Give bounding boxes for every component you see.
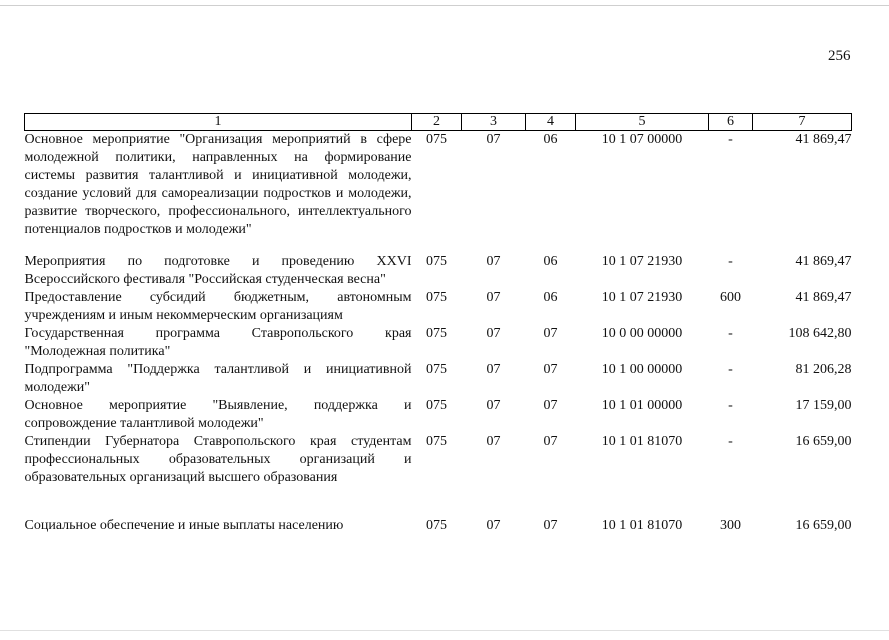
section-code: 07 (486, 132, 501, 147)
ministry-code: 075 (426, 326, 447, 341)
table-row (25, 325, 852, 361)
expense-type-code: - (728, 398, 733, 413)
item-name: Социальное обеспечение и иные выплаты населению (24, 518, 344, 533)
ministry-code: 075 (426, 132, 447, 147)
budget-table (24, 113, 852, 535)
target-article-code: 10 1 07 00000 (601, 132, 683, 147)
amount: 108 642,80 (788, 326, 852, 341)
column-header: 5 (576, 114, 709, 131)
target-article-code: 10 1 01 81070 (601, 518, 683, 533)
subsection-code: 07 (543, 518, 558, 533)
subsection-code: 06 (543, 290, 558, 305)
table-row (25, 397, 852, 433)
expense-type-code: - (728, 254, 733, 269)
amount: 81 206,28 (795, 362, 852, 377)
section-code: 07 (486, 398, 501, 413)
table-row (25, 253, 852, 289)
table-row (25, 361, 852, 397)
table-row (25, 131, 852, 254)
amount: 41 869,47 (795, 254, 852, 269)
subsection-code: 06 (543, 254, 558, 269)
expense-type-code: - (728, 362, 733, 377)
section-code: 07 (486, 434, 501, 449)
item-name: Основное мероприятие "Организация мероприятий в сфере молодежной политики, направленных на формирование системы развития талантливой и инициативной молодежи, создание условий для самореализации подростков и молодежи, развитие творческого, профессионального, интеллектуального потенциалов подростков и молодежи" (24, 132, 412, 237)
ministry-code: 075 (426, 254, 447, 269)
item-name: Подпрограмма "Поддержка талантливой и инициативной молодежи" (24, 362, 412, 395)
ministry-code: 075 (426, 434, 447, 449)
column-header: 2 (412, 114, 462, 131)
expense-type-code: - (728, 434, 733, 449)
amount: 41 869,47 (795, 132, 852, 147)
section-code: 07 (486, 326, 501, 341)
ministry-code: 075 (426, 398, 447, 413)
target-article-code: 10 1 07 21930 (601, 254, 683, 269)
scan-bottom-edge (0, 630, 889, 631)
expense-type-code: - (728, 326, 733, 341)
item-name: Предоставление субсидий бюджетным, автономным учреждениям и иным некоммерческим организациям (24, 290, 412, 323)
target-article-code: 10 1 07 21930 (601, 290, 683, 305)
ministry-code: 075 (426, 290, 447, 305)
header-row (25, 114, 852, 131)
column-header: 3 (462, 114, 526, 131)
table-row (25, 289, 852, 325)
subsection-code: 07 (543, 326, 558, 341)
item-name: Мероприятия по подготовке и проведению XXVI Всероссийского фестиваля "Российская студенческая весна" (24, 254, 412, 287)
ministry-code: 075 (426, 362, 447, 377)
amount: 17 159,00 (795, 398, 852, 413)
expense-type-code: 600 (720, 290, 741, 305)
column-header: 4 (526, 114, 576, 131)
amount: 16 659,00 (795, 518, 852, 533)
section-code: 07 (486, 518, 501, 533)
target-article-code: 10 1 01 00000 (601, 398, 683, 413)
table-row (25, 517, 852, 535)
expense-type-code: 300 (720, 518, 741, 533)
subsection-code: 07 (543, 362, 558, 377)
scan-top-edge (0, 5, 889, 6)
table-row (25, 433, 852, 517)
subsection-code: 07 (543, 434, 558, 449)
subsection-code: 06 (543, 132, 558, 147)
expense-type-code: - (728, 132, 733, 147)
target-article-code: 10 1 01 81070 (601, 434, 683, 449)
target-article-code: 10 1 00 00000 (601, 362, 683, 377)
item-name: Стипендии Губернатора Ставропольского края студентам профессиональных образовательных организаций и образовательных организаций высшего образования (24, 434, 412, 485)
column-header: 7 (753, 114, 852, 131)
column-header: 6 (709, 114, 753, 131)
amount: 41 869,47 (795, 290, 852, 305)
page-number: 256 (828, 48, 851, 64)
section-code: 07 (486, 254, 501, 269)
item-name: Государственная программа Ставропольского края "Молодежная политика" (24, 326, 412, 359)
section-code: 07 (486, 290, 501, 305)
ministry-code: 075 (426, 518, 447, 533)
column-header: 1 (25, 114, 412, 131)
subsection-code: 07 (543, 398, 558, 413)
item-name: Основное мероприятие "Выявление, поддержка и сопровождение талантливой молодежи" (24, 398, 412, 431)
section-code: 07 (486, 362, 501, 377)
amount: 16 659,00 (795, 434, 852, 449)
target-article-code: 10 0 00 00000 (601, 326, 683, 341)
